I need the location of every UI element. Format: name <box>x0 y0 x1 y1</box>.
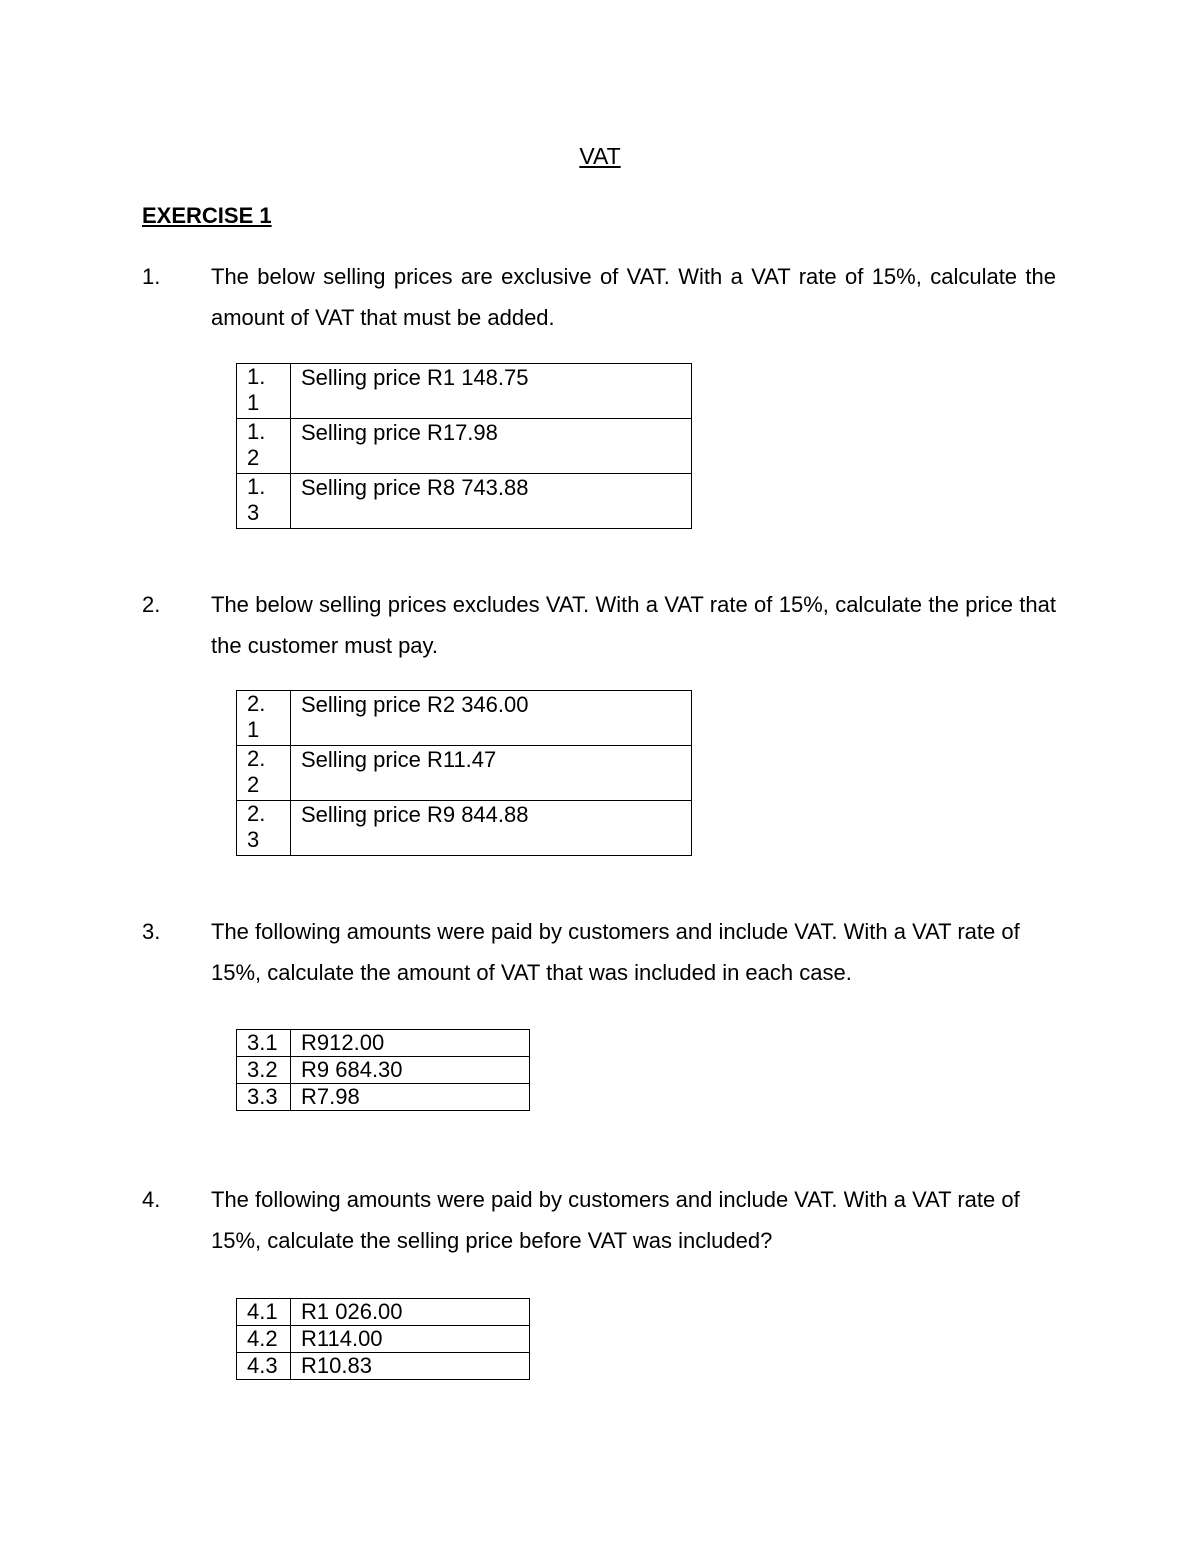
question-number: 4. <box>142 1187 161 1212</box>
selling-price: Selling price R17.98 <box>291 419 692 474</box>
item-number: 4.3 <box>237 1353 291 1380</box>
answer-table-1 <box>236 363 692 529</box>
answer-table-2 <box>236 690 692 856</box>
question-number: 2. <box>142 592 161 617</box>
selling-price: Selling price R11.47 <box>291 746 692 801</box>
question-text: The following amounts were paid by customers and include VAT. With a VAT rate of 15%, calculate the selling price before VAT was included? <box>211 1187 1020 1253</box>
amount-paid: R10.83 <box>291 1353 530 1380</box>
table-row <box>237 1353 530 1380</box>
item-number: 4.1 <box>237 1299 291 1326</box>
document-title: VAT <box>579 143 621 169</box>
question-text: The following amounts were paid by customers and include VAT. With a VAT rate of 15%, calculate the amount of VAT that was included in each case. <box>211 919 1020 985</box>
selling-price: Selling price R1 148.75 <box>291 364 692 419</box>
answer-table-3 <box>236 1029 530 1111</box>
item-number: 1. 2 <box>237 419 291 474</box>
item-number: 2. 1 <box>237 691 291 746</box>
selling-price: Selling price R8 743.88 <box>291 474 692 529</box>
table-row <box>237 746 692 801</box>
table-row <box>237 474 692 529</box>
item-number: 1. 1 <box>237 364 291 419</box>
item-number: 2. 3 <box>237 801 291 856</box>
selling-price: Selling price R9 844.88 <box>291 801 692 856</box>
exercise-heading: EXERCISE 1 <box>142 203 272 228</box>
question-text: The below selling prices are exclusive of VAT. With a VAT rate of 15%, calculate the amount of VAT that must be added. <box>211 264 1056 330</box>
question-number: 1. <box>142 264 161 289</box>
table-row <box>237 801 692 856</box>
selling-price: Selling price R2 346.00 <box>291 691 692 746</box>
table-row <box>237 364 692 419</box>
table-row <box>237 1057 530 1084</box>
item-number: 2. 2 <box>237 746 291 801</box>
item-number: 4.2 <box>237 1326 291 1353</box>
table-row <box>237 1030 530 1057</box>
item-number: 1. 3 <box>237 474 291 529</box>
amount-paid: R9 684.30 <box>291 1057 530 1084</box>
table-row <box>237 419 692 474</box>
amount-paid: R1 026.00 <box>291 1299 530 1326</box>
table-row <box>237 1299 530 1326</box>
amount-paid: R114.00 <box>291 1326 530 1353</box>
table-row <box>237 1326 530 1353</box>
table-row <box>237 1084 530 1111</box>
item-number: 3.3 <box>237 1084 291 1111</box>
item-number: 3.1 <box>237 1030 291 1057</box>
question-number: 3. <box>142 919 161 944</box>
question-text: The below selling prices excludes VAT. With a VAT rate of 15%, calculate the price that the customer must pay. <box>211 592 1056 658</box>
item-number: 3.2 <box>237 1057 291 1084</box>
amount-paid: R912.00 <box>291 1030 530 1057</box>
table-row <box>237 691 692 746</box>
amount-paid: R7.98 <box>291 1084 530 1111</box>
answer-table-4 <box>236 1298 530 1380</box>
